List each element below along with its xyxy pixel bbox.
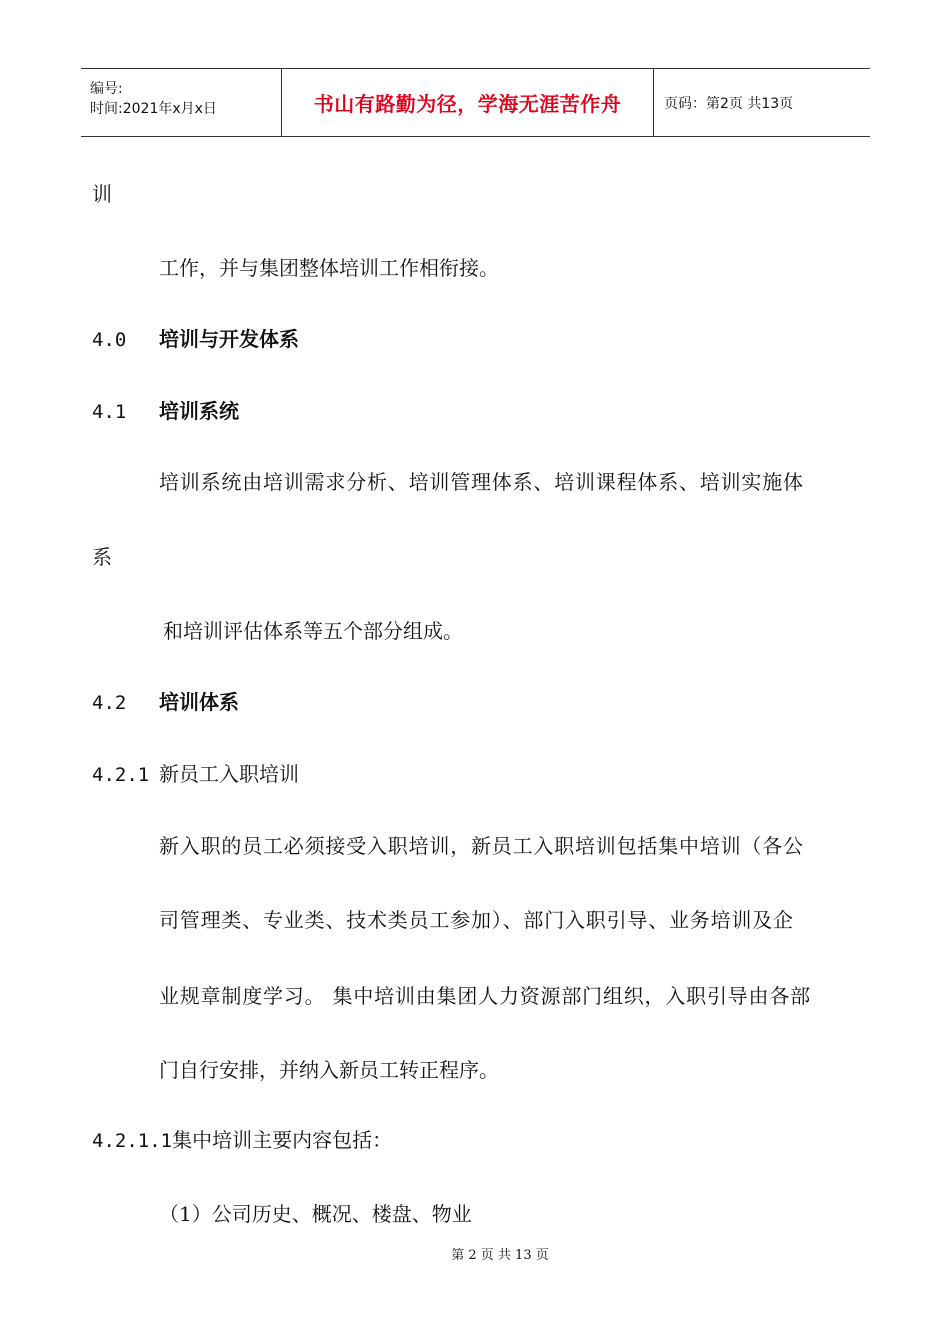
section-heading-4-2	[92, 688, 239, 717]
paragraph-line: 门自行安排，并纳入新员工转正程序。	[159, 1058, 499, 1082]
section-number: 4.2.1.1	[92, 1130, 173, 1152]
subsection-heading-4-2-1-1	[92, 1126, 392, 1155]
section-number: 4.0	[92, 329, 127, 351]
header-meta	[81, 69, 281, 136]
page-footer: 第 2 页 共 13 页	[451, 1248, 549, 1263]
paragraph-line: 新入职的员工必须接受入职培训，新员工入职培训包括集中培训（各公	[159, 834, 804, 858]
header-page-info: 页码：第2页 共13页	[664, 95, 794, 112]
paragraph-line: 司管理类、专业类、技术类员工参加）、部门入职引导、业务培训及企	[159, 908, 794, 932]
document-time: 时间:2021年x月x日	[90, 100, 217, 117]
section-title: 培训系统	[159, 399, 239, 423]
section-number: 4.1	[92, 401, 127, 423]
paragraph-line: 业规章制度学习。 集中培训由集团人力资源部门组织，入职引导由各部	[159, 984, 811, 1008]
section-title: 培训与开发体系	[159, 327, 299, 351]
paragraph-line: 培训系统由培训需求分析、培训管理体系、培训课程体系、培训实施体	[159, 470, 804, 494]
paragraph-line: 和培训评估体系等五个部分组成。	[163, 619, 463, 643]
section-title: 集中培训主要内容包括：	[172, 1128, 393, 1152]
page-header	[81, 68, 870, 137]
header-motto: 书山有路勤为径，学海无涯苦作舟	[281, 69, 654, 136]
section-number: 4.2	[92, 692, 127, 714]
paragraph-line: 系	[92, 545, 112, 569]
section-title: 新员工入职培训	[159, 762, 299, 786]
section-heading-4-0	[92, 325, 299, 354]
section-heading-4-1	[92, 397, 239, 426]
document-number-label: 编号:	[90, 80, 123, 97]
section-number: 4.2.1	[92, 764, 150, 786]
list-item: （1）公司历史、概况、楼盘、物业	[159, 1202, 472, 1226]
subsection-heading-4-2-1	[92, 760, 299, 789]
body-line-continuation: 训	[92, 182, 112, 206]
section-title: 培训体系	[159, 690, 239, 714]
body-line-text: 工作，并与集团整体培训工作相衔接。	[159, 256, 499, 280]
